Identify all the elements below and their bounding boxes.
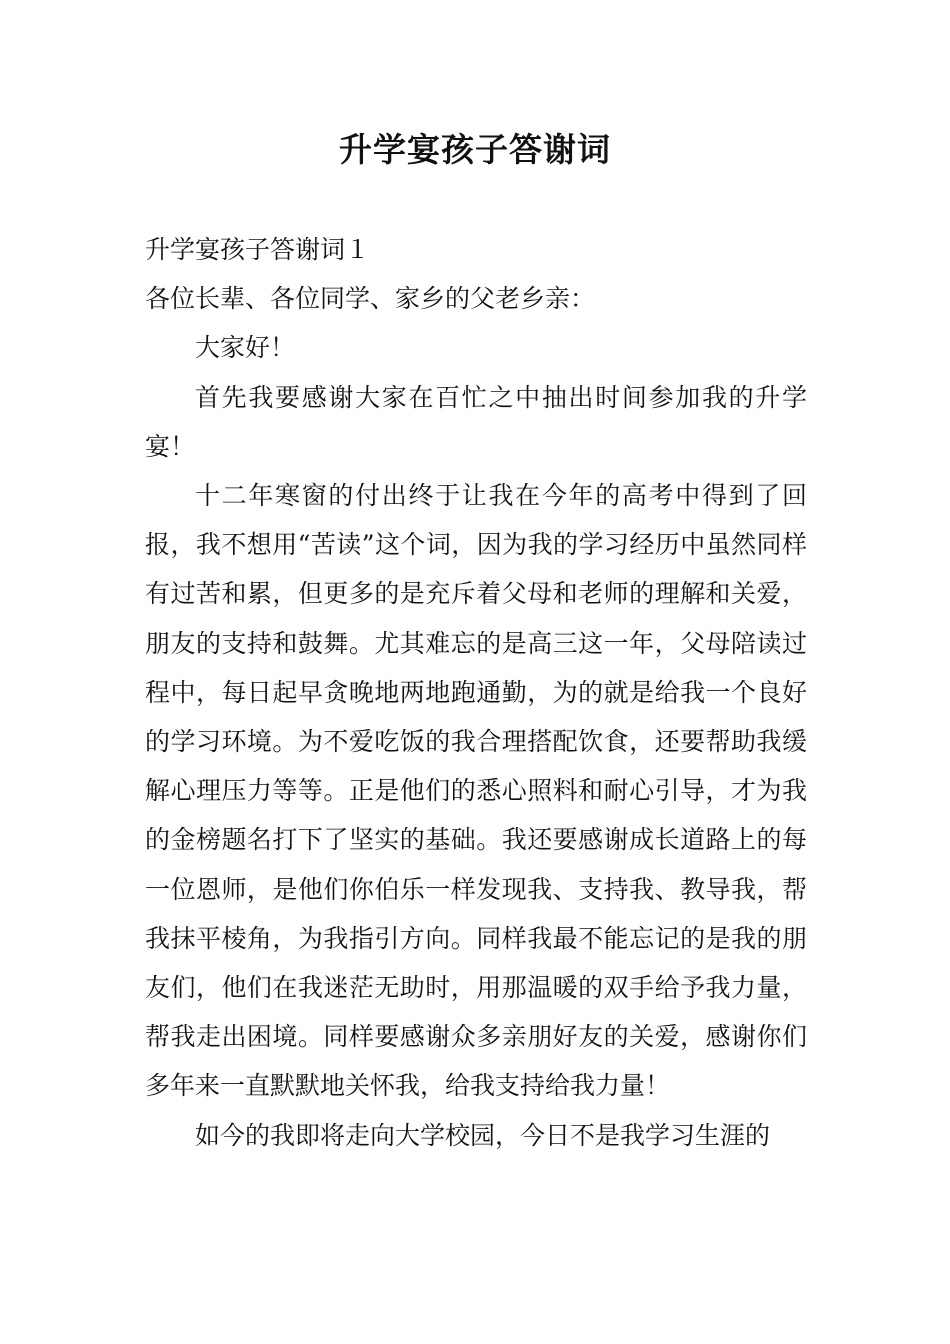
thanks-paragraph: 首先我要感谢大家在百忙之中抽出时间参加我的升学宴！ — [145, 382, 807, 461]
greeting-paragraph: 大家好！ — [195, 333, 296, 363]
document-title: 升学宴孩子答谢词 — [339, 130, 611, 169]
section-heading: 升学宴孩子答谢词１ — [145, 235, 371, 264]
document-body — [145, 225, 807, 1160]
main-paragraph: 十二年寒窗的付出终于让我在今年的高考中得到了回报，我不想用“苦读”这个词，因为我的学习经历中虽然同样有过苦和累，但更多的是充斥着父母和老师的理解和关爱，朋友的支持和鼓舞。尤其难忘的是高三这一年，父母陪读过程中，每日起早贪晚地两地跑通勤，为的就是给我一个良好的学习环境。为不爱吃饭的我合理搭配饮食，还要帮助我缓解心理压力等等。正是他们的悉心照料和耐心引导，才为我的金榜题名打下了坚实的基础。我还要感谢成长道路上的每一位恩师，是他们你伯乐一样发现我、支持我、教导我，帮我抹平棱角，为我指引方向。同样我最不能忘记的是我的朋友们，他们在我迷茫无助时，用那温暖的双手给予我力量，帮我走出困境。同样要感谢众多亲朋好友的关爱，感谢你们多年来一直默默地关怀我，给我支持给我力量！ — [145, 481, 807, 1101]
closing-paragraph: 如今的我即将走向大学校园，今日不是我学习生涯的 — [195, 1120, 771, 1150]
salutation: 各位长辈、各位同学、家乡的父老乡亲： — [145, 284, 596, 314]
